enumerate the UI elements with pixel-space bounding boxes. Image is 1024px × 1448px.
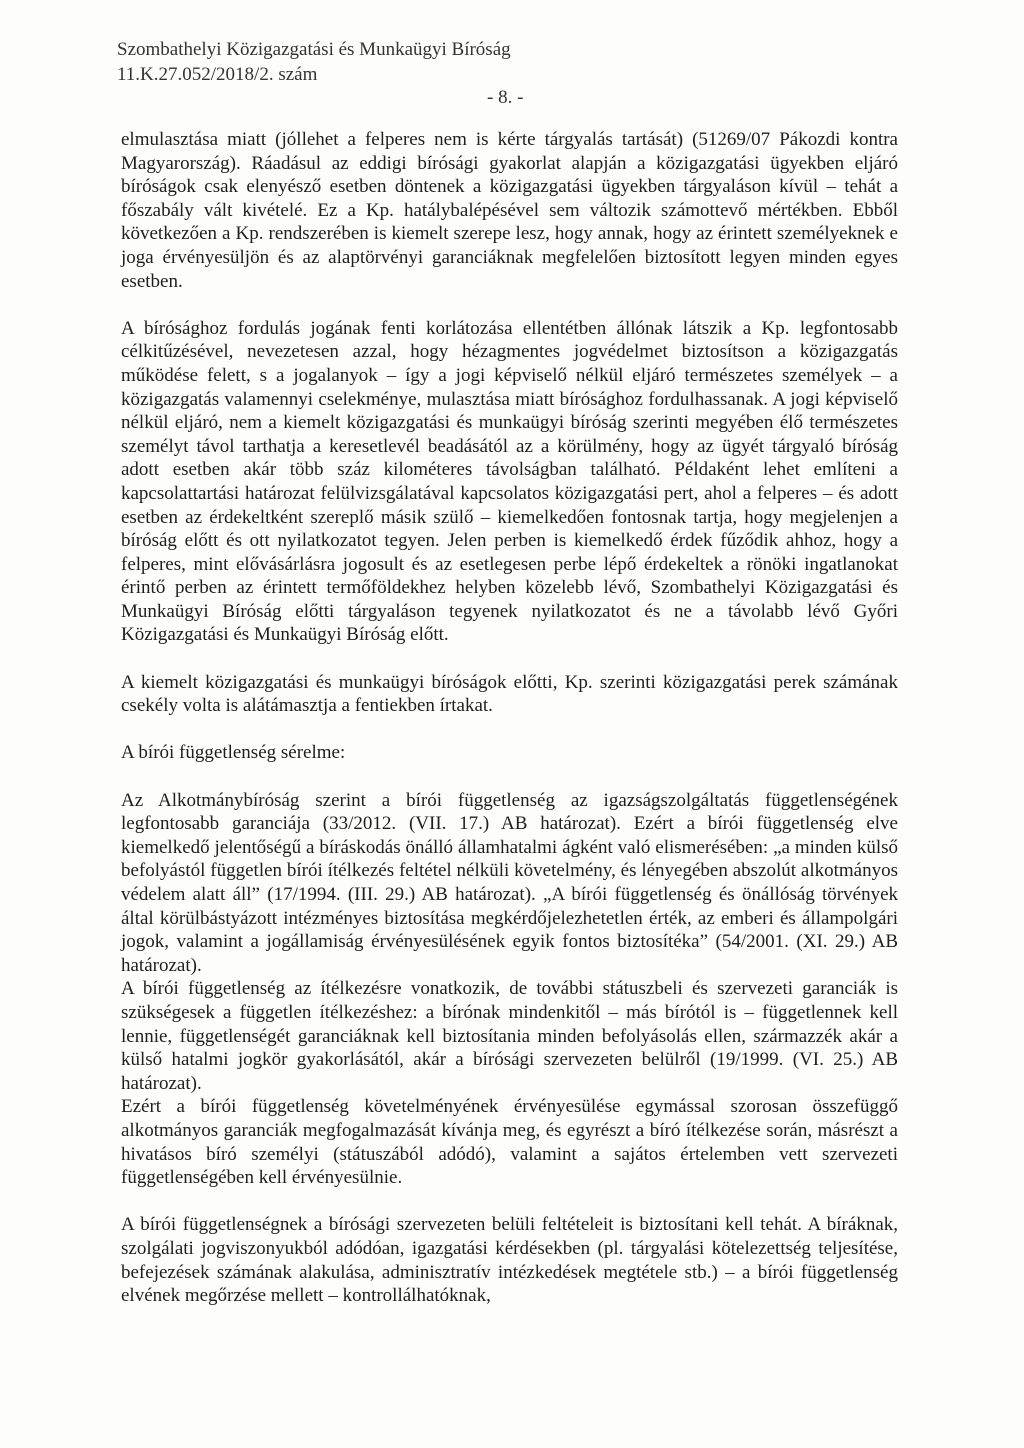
paragraph: A bírói függetlenségnek a bírósági szervezeten belüli feltételeit is biztosítani kell tehát. A bíráknak, szolgálati jogviszonyukból adódóan, igazgatási kérdésekben (pl. tárgyalási kötelezettség teljesítése, befejezések számának alakulása, adminisztratív intézkedések megtétele stb.) – a bírói függetlenség elvének megőrzése mellett – kontrollálhatóknak, (121, 1214, 898, 1307)
paragraph: Az Alkotmánybíróság szerint a bírói függetlenség az igazságszolgáltatás függetlenségének legfontosabb garanciája (33/2012. (VII. 17.) AB határozat). Ezért a bírói függetlenség elve kiemelkedő jelentőségű a bíráskodás önálló államhatalmi ágként való elismerésében: „a minden külső befolyástól független bírói ítélkezés feltétel nélküli követelmény, és lényegében abszolút alkotmányos védelem alatt áll” (17/1994. (III. 29.) AB határozat). „A bírói függetlenség és önállóság törvények által körülbástyázott intézményes biztosítása megkérdőjelezhetetlen érték, az emberi és állampolgári jogok, valamint a jogállamiság érvényesülésének egyik fontos biztosítéka” (54/2001. (XI. 29.) AB határozat). (121, 789, 898, 976)
page-number: - 8. - (487, 87, 524, 108)
case-number: 11.K.27.052/2018/2. szám (117, 64, 318, 85)
paragraph: A bírósághoz fordulás jogának fenti korlátozása ellentétben állónak látszik a Kp. legfontosabb célkitűzésével, nevezetesen azzal, hogy hézagmentes jogvédelmet biztosítson a közigazgatás működése felett, s a jogalanyok – így a jogi képviselő nélkül eljáró természetes személyek – a közigazgatás valamennyi cselekménye, mulasztása miatt bírósághoz fordulhassanak. A jogi képviselő nélkül eljáró, nem a kiemelt közigazgatási és munkaügyi bíróság szerinti megyében élő természetes személyt távol tarthatja a keresetlevél beadásától az a körülmény, hogy az ügyét tárgyaló bíróság adott esetben akár több száz kilométeres távolságban található. Példaként lehet említeni a kapcsolattartási határozat felülvizsgálatával kapcsolatos közigazgatási pert, ahol a felperes – és adott esetben az érdekeltként szereplő másik szülő – kiemelkedően fontosnak tartja, hogy megjelenjen a bíróság előtt és ott nyilatkozatot tegyen. Jelen perben is kiemelkedő érdek fűződik ahhoz, hogy a felperes, mint elővásárlásra jogosult és az esetlegesen perbe lépő érdekeltek a rönöki ingatlanokat érintő perben az érintett termőföldekhez helyben közelebb lévő, Szombathelyi Közigazgatási és Munkaügyi Bíróság előtti tárgyaláson tegyenek nyilatkozatot és ne a távolabb lévő Győri Közigazgatási és Munkaügyi Bíróság előtt. (121, 317, 898, 646)
section-heading: A bírói függetlenség sérelme: (121, 742, 346, 764)
paragraph: elmulasztása miatt (jóllehet a felperes nem is kérte tárgyalás tartását) (51269/07 Pákozdi kontra Magyarország). Ráadásul az eddigi bírósági gyakorlat alapján a közigazgatási ügyekben eljáró bíróságok csak elenyésző esetben döntenek a közigazgatási ügyekben tárgyaláson kívül – tehát a főszabály vált kivételé. Ez a Kp. hatálybalépésével sem változik számottevő mértékben. Ebből következően a Kp. rendszerében is kiemelt szerepe lesz, hogy annak, hogy az érintett személyeknek e joga érvényesüljön és az alaptörvényi garanciáknak megfelelően biztosított legyen minden egyes esetben. (121, 129, 898, 292)
paragraph: Ezért a bírói függetlenség követelményének érvényesülése egymással szorosan összefüggő alkotmányos garanciák megfogalmazását kívánja meg, és egyrészt a bíró ítélkezése során, másrészt a hivatásos bíró személyi (státuszából adódó), valamint a sajátos értelemben vett szervezeti függetlenségében kell érvényesülnie. (121, 1096, 898, 1189)
paragraph: A kiemelt közigazgatási és munkaügyi bíróságok előtti, Kp. szerinti közigazgatási perek számának csekély volta is alátámasztja a fentiekben írtakat. (121, 671, 898, 717)
paragraph: A bírói függetlenség az ítélkezésre vonatkozik, de további státuszbeli és szervezeti garanciák is szükségesek a független ítélkezéshez: a bírónak mindenkitől – más bírótól is – függetlennek kell lennie, függetlenségét garanciáknak kell biztosítania minden befolyásolás ellen, származzék akár a külső hatalmi jogkör gyakorlásától, akár a bírósági szervezeten belülről (19/1999. (VI. 25.) AB határozat). (121, 978, 898, 1094)
court-name: Szombathelyi Közigazgatási és Munkaügyi Bíróság (117, 39, 511, 60)
document-body (121, 128, 898, 1308)
document-header (117, 37, 511, 87)
